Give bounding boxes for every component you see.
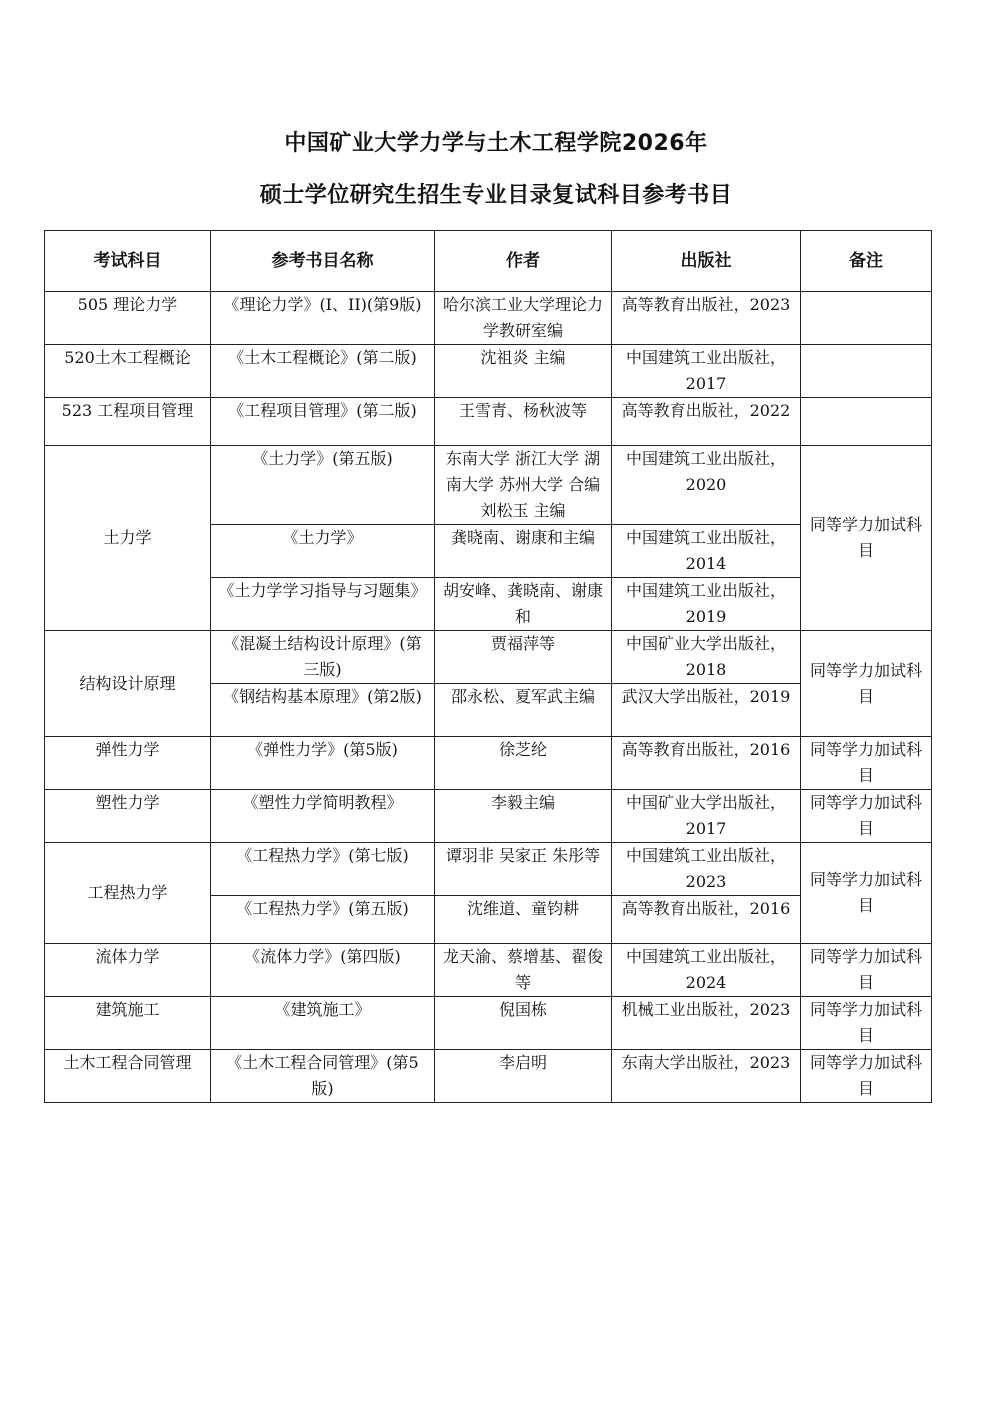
subject-cell: 塑性力学 — [45, 790, 211, 843]
author-cell: 李毅主编 — [435, 790, 612, 843]
table-row — [45, 398, 932, 446]
note-cell: 同等学力加试科目 — [801, 997, 932, 1050]
table-row — [45, 631, 932, 684]
note-cell: 同等学力加试科目 — [801, 631, 932, 737]
subject-cell: 520土木工程概论 — [45, 345, 211, 398]
note-cell: 同等学力加试科目 — [801, 737, 932, 790]
subject-cell: 弹性力学 — [45, 737, 211, 790]
author-cell: 东南大学 浙江大学 湖南大学 苏州大学 合编 刘松玉 主编 — [435, 446, 612, 525]
table-row — [45, 944, 932, 997]
header-note: 备注 — [801, 231, 932, 292]
table-row — [45, 1050, 932, 1103]
note-cell: 同等学力加试科目 — [801, 944, 932, 997]
table-row — [45, 737, 932, 790]
table-row — [45, 345, 932, 398]
author-cell: 龚晓南、谢康和主编 — [435, 525, 612, 578]
book-cell: 《流体力学》(第四版) — [211, 944, 435, 997]
table-row — [45, 292, 932, 345]
note-cell: 同等学力加试科目 — [801, 446, 932, 631]
author-cell: 谭羽非 吴家正 朱彤等 — [435, 843, 612, 896]
author-cell: 邵永松、夏军武主编 — [435, 684, 612, 737]
book-cell: 《工程热力学》(第七版) — [211, 843, 435, 896]
subject-cell: 土力学 — [45, 446, 211, 631]
publisher-cell: 机械工业出版社，2023 — [612, 997, 801, 1050]
book-cell: 《钢结构基本原理》(第2版) — [211, 684, 435, 737]
author-cell: 王雪青、杨秋波等 — [435, 398, 612, 446]
book-cell: 《土木工程概论》(第二版) — [211, 345, 435, 398]
table-row — [45, 997, 932, 1050]
document-title-line2: 硕士学位研究生招生专业目录复试科目参考书目 — [259, 183, 733, 208]
publisher-cell: 武汉大学出版社，2019 — [612, 684, 801, 737]
publisher-cell: 中国矿业大学出版社，2017 — [612, 790, 801, 843]
publisher-cell: 东南大学出版社，2023 — [612, 1050, 801, 1103]
table-row — [45, 446, 932, 525]
publisher-cell: 中国建筑工业出版社，2023 — [612, 843, 801, 896]
header-publisher: 出版社 — [612, 231, 801, 292]
book-cell: 《弹性力学》(第5版) — [211, 737, 435, 790]
author-cell: 龙天渝、蔡增基、翟俊等 — [435, 944, 612, 997]
publisher-cell: 中国建筑工业出版社，2024 — [612, 944, 801, 997]
publisher-cell: 高等教育出版社，2022 — [612, 398, 801, 446]
subject-cell: 土木工程合同管理 — [45, 1050, 211, 1103]
note-cell — [801, 345, 932, 398]
note-cell — [801, 398, 932, 446]
subject-cell: 523 工程项目管理 — [45, 398, 211, 446]
reference-book-table — [44, 230, 932, 1103]
book-cell: 《土力学》(第五版) — [211, 446, 435, 525]
author-cell: 沈祖炎 主编 — [435, 345, 612, 398]
table-row — [45, 790, 932, 843]
book-cell: 《工程项目管理》(第二版) — [211, 398, 435, 446]
author-cell: 胡安峰、龚晓南、谢康和 — [435, 578, 612, 631]
author-cell: 沈维道、童钧耕 — [435, 896, 612, 944]
publisher-cell: 高等教育出版社，2023 — [612, 292, 801, 345]
table-header-row — [45, 231, 932, 292]
subject-cell: 流体力学 — [45, 944, 211, 997]
book-cell: 《土力学学习指导与习题集》 — [211, 578, 435, 631]
note-cell: 同等学力加试科目 — [801, 843, 932, 944]
subject-cell: 结构设计原理 — [45, 631, 211, 737]
author-cell: 李启明 — [435, 1050, 612, 1103]
book-cell: 《土木工程合同管理》(第5版) — [211, 1050, 435, 1103]
author-cell: 倪国栋 — [435, 997, 612, 1050]
publisher-cell: 中国矿业大学出版社，2018 — [612, 631, 801, 684]
book-cell: 《工程热力学》(第五版) — [211, 896, 435, 944]
publisher-cell: 高等教育出版社，2016 — [612, 896, 801, 944]
table-row — [45, 843, 932, 896]
subject-cell: 工程热力学 — [45, 843, 211, 944]
author-cell: 哈尔滨工业大学理论力学教研室编 — [435, 292, 612, 345]
publisher-cell: 中国建筑工业出版社，2019 — [612, 578, 801, 631]
publisher-cell: 中国建筑工业出版社，2014 — [612, 525, 801, 578]
subject-cell: 建筑施工 — [45, 997, 211, 1050]
book-cell: 《建筑施工》 — [211, 997, 435, 1050]
author-cell: 贾福萍等 — [435, 631, 612, 684]
header-subject: 考试科目 — [45, 231, 211, 292]
note-cell: 同等学力加试科目 — [801, 1050, 932, 1103]
book-cell: 《混凝土结构设计原理》(第三版) — [211, 631, 435, 684]
book-cell: 《土力学》 — [211, 525, 435, 578]
note-cell — [801, 292, 932, 345]
document-title-line1: 中国矿业大学力学与土木工程学院2026年 — [284, 131, 708, 156]
publisher-cell: 高等教育出版社，2016 — [612, 737, 801, 790]
header-book: 参考书目名称 — [211, 231, 435, 292]
subject-cell: 505 理论力学 — [45, 292, 211, 345]
book-cell: 《理论力学》(I、II)(第9版) — [211, 292, 435, 345]
publisher-cell: 中国建筑工业出版社，2017 — [612, 345, 801, 398]
note-cell: 同等学力加试科目 — [801, 790, 932, 843]
header-author: 作者 — [435, 231, 612, 292]
author-cell: 徐芝纶 — [435, 737, 612, 790]
publisher-cell: 中国建筑工业出版社，2020 — [612, 446, 801, 525]
book-cell: 《塑性力学简明教程》 — [211, 790, 435, 843]
